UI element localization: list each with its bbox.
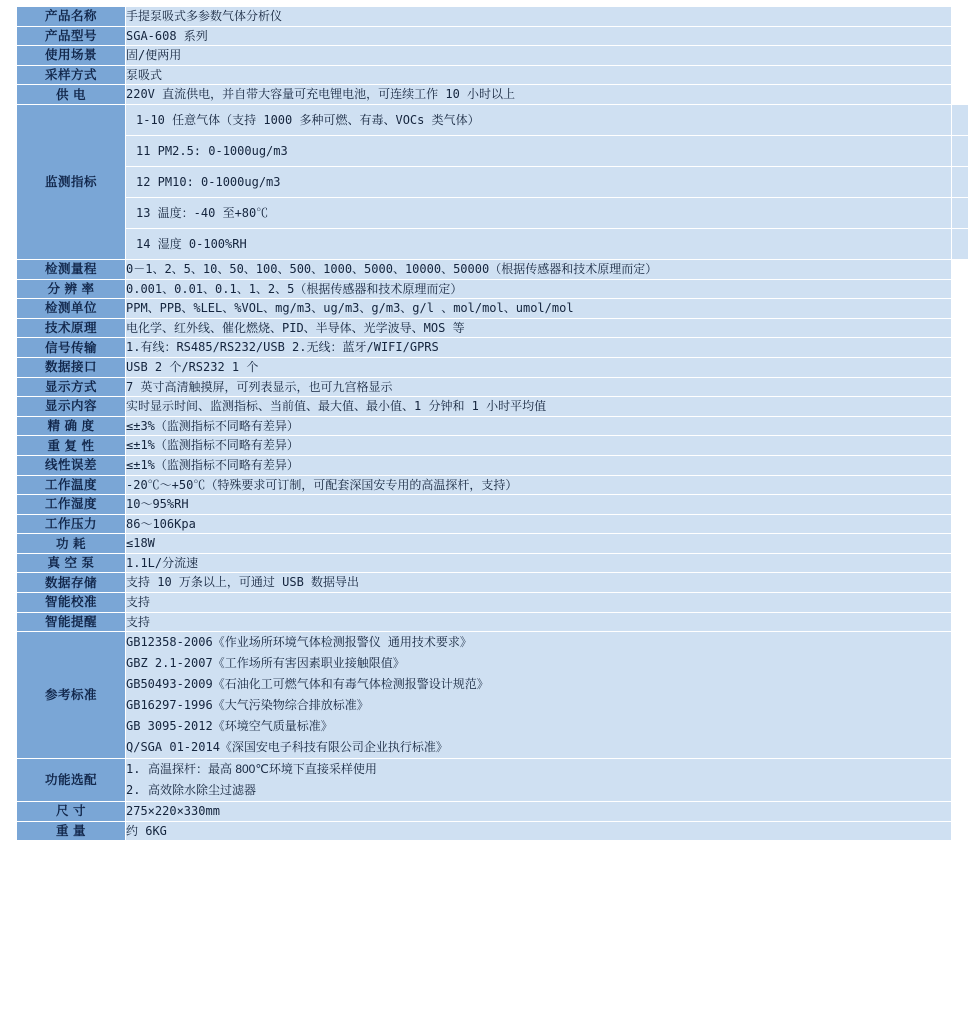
row-value-optional-functions [126,759,952,802]
table-row [17,821,952,841]
row-label-usage-scene: 使用场景 [17,46,126,66]
row-value-product-name: 手提泵吸式多参数气体分析仪 [126,7,952,27]
table-row [17,318,952,338]
monitoring-indicator-list [126,105,968,259]
row-label-detection-unit: 检测单位 [17,299,126,319]
row-label-working-pressure: 工作压力 [17,514,126,534]
row-value-weight: 约 6KG [126,821,952,841]
list-item [126,228,968,259]
row-label-vacuum-pump: 真 空 泵 [17,553,126,573]
row-label-working-temperature: 工作温度 [17,475,126,495]
row-value-reference-standards [126,632,952,759]
row-value-repeatability: ≤±1%（监测指标不同略有差异） [126,436,952,456]
list-item [126,166,968,197]
table-row [17,436,952,456]
optional-function-2-text: 高效除水除尘过滤器 [148,783,257,798]
row-label-signal-transmission: 信号传输 [17,338,126,358]
monitoring-indicator-3: 12 PM10: 0-1000ug/m3 [126,166,584,197]
table-row [17,553,952,573]
row-label-power-consumption: 功 耗 [17,534,126,554]
table-row [17,455,952,475]
row-label-reference-standards: 参考标准 [17,632,126,759]
table-row [17,357,952,377]
table-row [17,338,952,358]
optional-function-1-text: 高温探杆：最高 800℃环境下直接采样使用 [148,762,377,777]
table-row [17,279,952,299]
row-value-dimensions: 275×220×330mm [126,802,952,822]
row-value-data-interface: USB 2 个/RS232 1 个 [126,357,952,377]
row-label-dimensions: 尺 寸 [17,802,126,822]
product-spec-table [16,6,952,841]
reference-standard-5: GB 3095-2012《环境空气质量标准》 [126,719,333,734]
row-value-vacuum-pump: 1.1L/分流速 [126,553,952,573]
row-label-detection-range: 检测量程 [17,259,126,279]
reference-standard-4: GB16297-1996《大气污染物综合排放标准》 [126,698,369,713]
reference-standard-3: GB50493-2009《石油化工可燃气体和有毒气体检测报警设计规范》 [126,677,489,692]
table-row-reference-standards [17,632,952,759]
row-label-linearity-error: 线性误差 [17,455,126,475]
table-row [17,514,952,534]
row-label-sampling-method: 采样方式 [17,65,126,85]
row-value-power-consumption: ≤18W [126,534,952,554]
table-row [17,85,952,105]
list-item [126,197,968,228]
row-label-weight: 重 量 [17,821,126,841]
table-row [17,299,952,319]
row-label-model: 产品型号 [17,26,126,46]
table-row [17,259,952,279]
row-label-data-storage: 数据存储 [17,573,126,593]
table-row [17,65,952,85]
row-value-detection-range: 0－1、2、5、10、50、100、500、1000、5000、10000、50000（根据传感器和技术原理而定） [126,259,952,279]
row-value-monitoring-indicators [126,104,952,259]
optional-function-1 [126,759,951,780]
table-row [17,534,952,554]
row-value-smart-calibration: 支持 [126,593,952,613]
table-row [17,416,952,436]
row-value-working-temperature: -20℃～+50℃（特殊要求可订制，可配套深国安专用的高温探杆，支持） [126,475,952,495]
table-row [17,377,952,397]
row-label-resolution: 分 辨 率 [17,279,126,299]
table-row [17,593,952,613]
table-row [17,46,952,66]
optional-function-2 [126,780,951,801]
table-row [17,26,952,46]
monitoring-indicator-2: 11 PM2.5: 0-1000ug/m3 [126,135,584,166]
monitoring-indicator-1: 1-10 任意气体（支持 1000 多种可燃、有毒、VOCs 类气体） [126,105,584,136]
row-label-repeatability: 重 复 性 [17,436,126,456]
row-value-model: SGA-608 系列 [126,26,952,46]
monitoring-indicator-5-spacer [584,228,968,259]
row-value-usage-scene: 固/便两用 [126,46,952,66]
row-label-smart-reminder: 智能提醒 [17,612,126,632]
list-item [126,105,968,136]
row-label-technical-principle: 技术原理 [17,318,126,338]
monitoring-indicator-5: 14 湿度 0-100%RH [126,228,584,259]
row-value-working-humidity: 10～95%RH [126,495,952,515]
row-label-accuracy: 精 确 度 [17,416,126,436]
row-label-data-interface: 数据接口 [17,357,126,377]
table-row [17,802,952,822]
table-row [17,397,952,417]
row-label-display-method: 显示方式 [17,377,126,397]
row-value-power-supply: 220V 直流供电，并自带大容量可充电锂电池，可连续工作 10 小时以上 [126,85,952,105]
monitoring-indicator-4-spacer [584,197,968,228]
monitoring-indicator-1-spacer [584,105,968,136]
row-value-display-method: 7 英寸高清触摸屏，可列表显示，也可九宫格显示 [126,377,952,397]
row-value-working-pressure: 86～106Kpa [126,514,952,534]
row-label-display-content: 显示内容 [17,397,126,417]
table-row [17,573,952,593]
spec-table-body [17,7,952,841]
table-row [17,7,952,27]
row-label-power-supply: 供 电 [17,85,126,105]
reference-standard-2: GBZ 2.1-2007《工作场所有害因素职业接触限值》 [126,656,405,671]
row-value-accuracy: ≤±3%（监测指标不同略有差异） [126,416,952,436]
row-label-monitoring-indicators: 监测指标 [17,104,126,259]
optional-function-2-number: 2. [126,783,141,798]
monitoring-indicator-2-spacer [584,135,968,166]
table-row [17,612,952,632]
row-value-resolution: 0.001、0.01、0.1、1、2、5（根据传感器和技术原理而定） [126,279,952,299]
row-value-technical-principle: 电化学、红外线、催化燃烧、PID、半导体、光学波导、MOS 等 [126,318,952,338]
row-value-linearity-error: ≤±1%（监测指标不同略有差异） [126,455,952,475]
row-value-display-content: 实时显示时间、监测指标、当前值、最大值、最小值、1 分钟和 1 小时平均值 [126,397,952,417]
row-value-data-storage: 支持 10 万条以上，可通过 USB 数据导出 [126,573,952,593]
table-row-monitoring-indicators [17,104,952,259]
row-value-sampling-method: 泵吸式 [126,65,952,85]
row-value-smart-reminder: 支持 [126,612,952,632]
reference-standard-1: GB12358-2006《作业场所环境气体检测报警仪 通用技术要求》 [126,635,472,650]
monitoring-indicator-4: 13 温度：-40 至+80℃ [126,197,584,228]
row-value-detection-unit: PPM、PPB、%LEL、%VOL、mg/m3、ug/m3、g/m3、g/l 、mol/mol、umol/mol [126,299,952,319]
table-row [17,495,952,515]
table-row-optional-functions [17,759,952,802]
table-row [17,475,952,495]
reference-standard-6: Q/SGA 01-2014《深国安电子科技有限公司企业执行标准》 [126,740,448,755]
row-value-signal-transmission: 1.有线：RS485/RS232/USB 2.无线：蓝牙/WIFI/GPRS [126,338,952,358]
optional-function-1-number: 1. [126,762,141,777]
monitoring-indicator-3-spacer [584,166,968,197]
row-label-product-name: 产品名称 [17,7,126,27]
row-label-optional-functions: 功能选配 [17,759,126,802]
row-label-working-humidity: 工作湿度 [17,495,126,515]
list-item [126,135,968,166]
row-label-smart-calibration: 智能校准 [17,593,126,613]
